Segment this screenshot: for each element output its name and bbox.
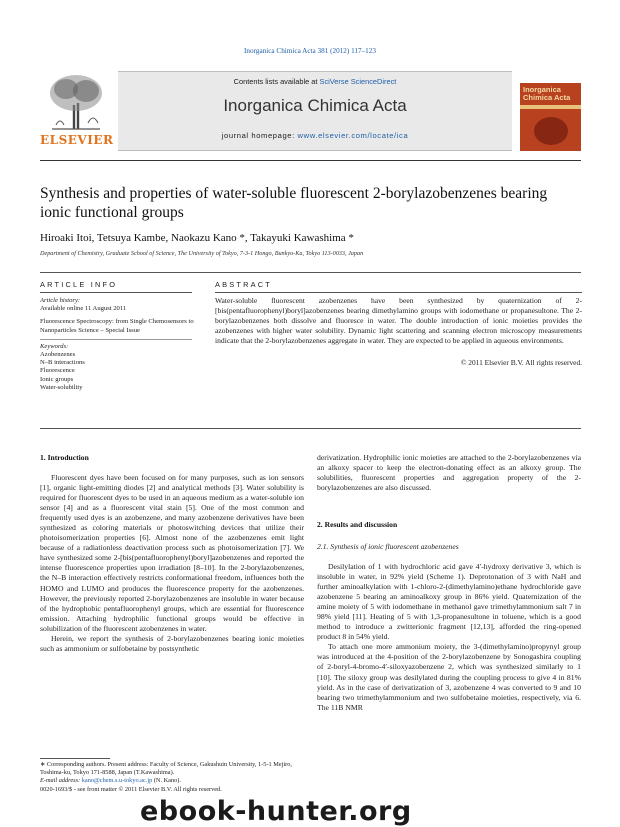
email-suffix: (N. Kano).	[152, 777, 181, 784]
journal-title: Inorganica Chimica Acta	[223, 96, 407, 115]
elsevier-logo	[40, 71, 112, 151]
right-paragraph-1: Desilylation of 1 with hydrochloric acid gave 4′-hydroxy derivative 3, which is insoluble in water, in 92% yield (Scheme 1). Deprotonation of 3 with NaH and further aminoalkylation with 1-chloro-2-(dimethylamino)ethane hydrochloride gave azobenzene 5 bearing an aminoalkoxy group in 86% yield. Quaternization of the amine moiety of 5 with iodomethane in methanol gave trimethylammonium salt 7 in 98% yield [11]. Heating of 5 with 1,3-propanesultone in toluene, which is a good method to introduce a zwitterionic fragment [12,13], afforded the ring-opened product 8 in 54% yield.	[317, 562, 581, 642]
abstract-rule	[215, 292, 582, 293]
subsection-heading: 2.1. Synthesis of ionic fluorescent azobenzenes	[317, 542, 459, 551]
watermark: ebook-hunter.org	[140, 796, 412, 827]
affiliation: Department of Chemistry, Graduate School of Science, The University of Tokyo, 7-3-1 Hongo, Bunkyo-Ku, Tokyo 113-0033, Japan	[40, 250, 364, 257]
section-heading-results: 2. Results and discussion	[317, 520, 398, 529]
history-value: Available online 11 August 2011	[40, 305, 127, 313]
article-title: Synthesis and properties of water-soluble fluorescent 2-borylazobenzenes bearing ionic functional groups	[40, 185, 548, 221]
body-top-rule	[40, 428, 581, 429]
contents-line	[118, 77, 512, 86]
intro-paragraph-1: Fluorescent dyes have been focused on for many purposes, such as ion sensors [1], organic light-emitting diodes [2] and analytical methods [3]. Water solubility is required for fluorescent dyes to be used in an aqueous medium as a water-soluble ion sensor [4] and as a fluorescent vital stain [5]. One of the most common and frequently used dyes is an azobenzene, and many azobenzene derivatives have been synthesized as coloring materials or photoswitching devices that utilize their photoisomerization properties [6]. Almost none of the azobenzenes emit light because of a radiationless deactivation process such as photoisomerization [7]. We have synthesized some 2-[bis(pentafluorophenyl)boryl]azobenzenes and reported the intense fluorescence properties upon irradiation [8–10]. In the 2-borylazobenzenes, the N–B interaction effectively restricts conformational freedom, influences both the HOMO and LUMO and produces the fluorescence property for the azobenzenes. However, the previously reported 2-borylazobenzenes are insoluble in water because of the hydrophobic pentafluorophenyl groups, which are essential for fluorescence emission. Attaching hydrophilic functional groups would be effective in solubilization of the fluorescent azobenzenes in water.	[40, 473, 304, 633]
right-column-top	[317, 453, 581, 493]
tree-icon	[44, 73, 108, 131]
journal-cover-image	[520, 83, 581, 151]
issn-line: 0020-1693/$ - see front matter © 2011 Elsevier B.V. All rights reserved.	[40, 786, 222, 793]
journal-banner	[118, 71, 512, 151]
corresponding-author-note: ∗ Corresponding authors. Present address: Faculty of Science, Gakushuin University, 1-5-1 Mejiro, Toshima-ku, Tokyo 171-8588, Japan (T.Kawashima).	[40, 761, 292, 776]
cover-title: Inorganica Chimica Acta	[523, 85, 571, 102]
right-paragraph-2: To attach one more ammonium moiety, the 3-(dimethylamino)propynyl group was introduced at the 4-position of the 2-borylazobenzene by Sonogashira coupling of 2-boryl-4-bromo-4′-siloxyazobenzene 2, which was synthesized similarly to 1 [10]. The siloxy group was desilylated during the coupling process to give 4 in 81% yield. As in the case of derivatization of 3, azobenzene 4 was converted to 9 and 10 bearing two trimethylammonium and two sulfobetaine moieties, respectively, via 6. The 11B NMR	[317, 642, 581, 712]
abstract-copyright: © 2011 Elsevier B.V. All rights reserved.	[460, 358, 582, 367]
right-column-body	[317, 562, 581, 713]
sciencedirect-link[interactable]: SciVerse ScienceDirect	[319, 77, 397, 86]
section-heading-introduction: 1. Introduction	[40, 453, 89, 462]
cover-art	[534, 117, 568, 145]
history-label: Article history:	[40, 297, 81, 304]
journal-reference[interactable]: Inorganica Chimica Acta 381 (2012) 117–123	[244, 47, 376, 55]
homepage-prefix: journal homepage:	[221, 131, 298, 140]
journal-homepage	[118, 131, 512, 140]
footnote	[40, 761, 308, 785]
abstract-heading: ABSTRACT	[215, 280, 273, 289]
keyword-item: N–B interactions	[40, 359, 85, 367]
contents-prefix: Contents lists available at	[233, 77, 320, 86]
intro-paragraph-2: Herein, we report the synthesis of 2-borylazobenzenes bearing ionic moieties such as ammonium or sulfobetaine by postsynthetic	[40, 633, 304, 653]
info-separator	[40, 339, 192, 340]
keyword-item: Azobenzenes	[40, 351, 76, 359]
article-info-rule	[40, 292, 192, 293]
article-info	[40, 297, 198, 392]
special-issue: Fluorescence Spectroscopy: from Single Chemosensors to Nanoparticles Science – Special Issue	[40, 318, 194, 334]
keywords-label: Keywords:	[40, 342, 69, 350]
email-link[interactable]: kano@chem.s.u-tokyo.ac.jp	[81, 777, 153, 784]
journal-header	[40, 71, 581, 151]
header-rule	[40, 160, 581, 161]
right-paragraph-0: derivatization. Hydrophilic ionic moieties are attached to the 2-borylazobenzenes via an alkoxy spacer to keep the electron-donating effect as an alkoxy group. The solubilities, fluorescent properties and aggregation property of the 2-borylazobenzenes are also discussed.	[317, 453, 581, 493]
keyword-item: Water-solubility	[40, 383, 83, 391]
article-info-heading: ARTICLE INFO	[40, 280, 118, 289]
author-list: Hiroaki Itoi, Tetsuya Kambe, Naokazu Kano *, Takayuki Kawashima *	[40, 232, 354, 244]
cover-strip	[520, 105, 581, 109]
top-rule	[40, 272, 581, 273]
keyword-item: Ionic groups	[40, 375, 74, 383]
abstract-text: Water-soluble fluorescent azobenzenes have been synthesized by quaternization of 2-[bis(pentafluorophenyl)boryl]azobenzenes bearing dimethylamino groups with iodomethane or propanesultone. The 2-borylazobenzenes both dissolve and fluoresce in water. The double introduction of ionic moieties provides the azobenzenes with higher water solubility. Dynamic light scattering and scanning electron microscopy measurements indicate that the 2-borylazobenzenes aggregate in water. They are expected to be applied in aqueous environments.	[215, 296, 582, 345]
keyword-item: Fluorescence	[40, 367, 75, 375]
footnote-rule	[40, 758, 110, 759]
left-column	[40, 473, 304, 654]
email-line	[40, 777, 308, 785]
elsevier-wordmark: ELSEVIER	[40, 133, 114, 147]
email-label: E-mail address:	[40, 777, 82, 784]
homepage-link[interactable]: www.elsevier.com/locate/ica	[297, 131, 409, 140]
